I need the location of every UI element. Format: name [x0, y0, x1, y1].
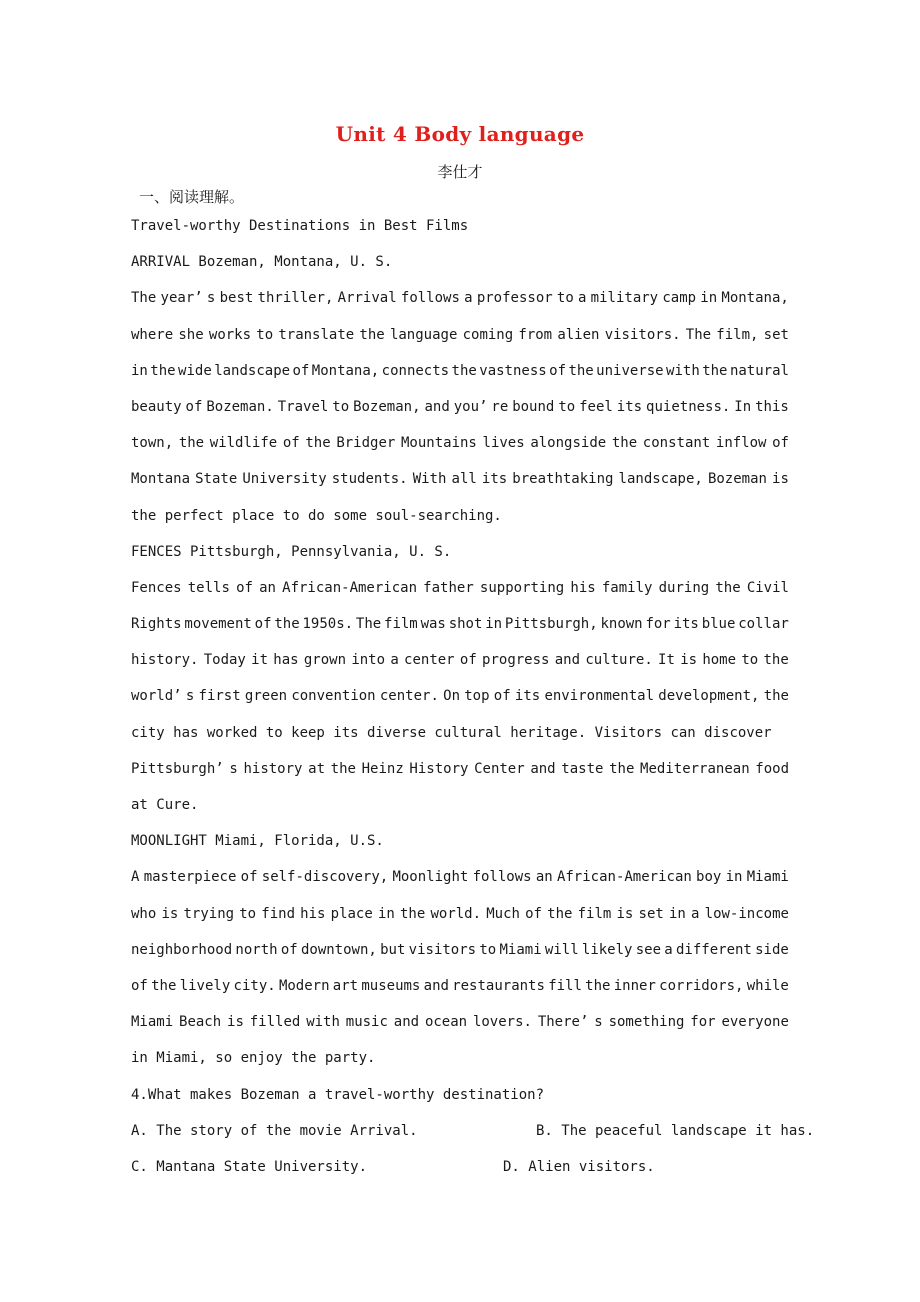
option-c: C. Mantana State University. — [131, 1158, 368, 1175]
passage-body — [131, 208, 815, 1185]
options-row-cd — [131, 1149, 789, 1185]
moonlight-line: Miami Beach is filled with music and ocean lovers. There’ s something for everyone — [131, 1014, 789, 1031]
moonlight-line: A masterpiece of self-discovery, Moonlight follows an African-American boy in Miami — [131, 869, 789, 886]
question-text: 4.What makes Bozeman a travel-worthy destination? — [131, 1086, 545, 1103]
arrival-line: beauty of Bozeman. Travel to Bozeman, and you’ re bound to feel its quietness. In this — [131, 398, 789, 415]
arrival-line: in the wide landscape of Montana, connects the vastness of the universe with the natural — [131, 362, 789, 379]
fences-line: city has worked to keep its diverse cultural heritage. Visitors can discover — [131, 724, 772, 741]
arrival-line: The year’ s best thriller, Arrival follows a professor to a military camp in Montana, — [131, 290, 789, 307]
arrival-line: the perfect place to do some soul-searching. — [131, 507, 502, 524]
fences-heading: FENCES Pittsburgh, Pennsylvania, U. S. — [131, 543, 452, 560]
fences-line: world’ s first green convention center. On top of its environmental development, the — [131, 688, 789, 705]
arrival-line: where she works to translate the language coming from alien visitors. The film, set — [131, 326, 789, 343]
document-title: Unit 4 Body language — [335, 122, 585, 146]
option-b: B. The peaceful landscape it has. — [536, 1122, 815, 1139]
fences-line: Fences tells of an African-American father supporting his family during the Civil — [131, 579, 789, 596]
fences-line: Rights movement of the 1950s. The film was shot in Pittsburgh, known for its blue collar — [131, 616, 789, 633]
arrival-line: Montana State University students. With all its breathtaking landscape, Bozeman is — [131, 471, 789, 488]
moonlight-line: neighborhood north of downtown, but visitors to Miami will likely see a different side — [131, 941, 789, 958]
option-d: D. Alien visitors. — [503, 1158, 655, 1175]
arrival-line: town, the wildlife of the Bridger Mountains lives alongside the constant inflow of — [131, 435, 789, 452]
fences-line: Pittsburgh’ s history at the Heinz History Center and taste the Mediterranean food — [131, 760, 789, 777]
options-row-ab — [131, 1113, 815, 1149]
author-name: 李仕才 — [437, 163, 483, 181]
moonlight-line: in Miami, so enjoy the party. — [131, 1050, 376, 1067]
option-a: A. The story of the movie Arrival. — [131, 1122, 418, 1139]
fences-line: history. Today it has grown into a center of progress and culture. It is home to the — [131, 652, 789, 669]
fences-line: at Cure. — [131, 797, 199, 813]
arrival-heading: ARRIVAL Bozeman, Montana, U. S. — [131, 254, 393, 271]
moonlight-line: of the lively city. Modern art museums and restaurants fill the inner corridors, while — [131, 977, 789, 994]
section-heading: 一、阅读理解。 — [139, 188, 245, 206]
moonlight-line: who is trying to find his place in the world. Much of the film is set in a low-income — [131, 905, 789, 922]
passage-title: Travel-worthy Destinations in Best Films — [131, 218, 469, 234]
moonlight-heading: MOONLIGHT Miami, Florida, U.S. — [131, 833, 384, 850]
